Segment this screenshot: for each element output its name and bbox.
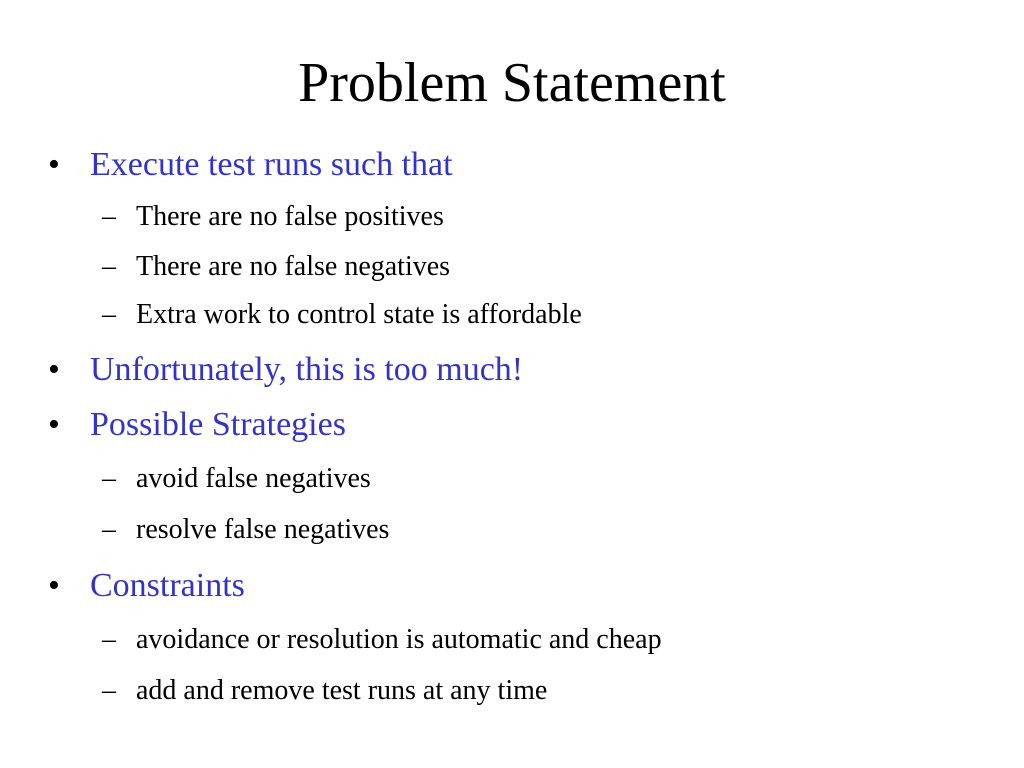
sub-text: There are no false positives [136, 201, 444, 232]
slide-title: Problem Statement [298, 52, 726, 114]
bullet-item [48, 145, 453, 185]
sub-text: avoidance or resolution is automatic and cheap [136, 624, 662, 655]
sub-text: There are no false negatives [136, 251, 451, 282]
bullet-item [48, 566, 245, 606]
bullet-text: Constraints [90, 567, 245, 604]
bullet-item [48, 405, 346, 445]
sub-item [102, 250, 450, 284]
sub-marker: – [102, 624, 116, 655]
sub-text: Extra work to control state is affordable [136, 299, 582, 330]
bullet-marker: • [48, 567, 60, 604]
sub-marker: – [102, 201, 116, 232]
sub-item [102, 200, 444, 234]
sub-item [102, 462, 371, 496]
sub-marker: – [102, 463, 116, 494]
sub-text: add and remove test runs at any time [136, 675, 548, 706]
bullet-item [48, 350, 523, 390]
bullet-text: Unfortunately, this is too much! [90, 351, 524, 388]
bullet-marker: • [48, 406, 60, 443]
sub-marker: – [102, 251, 116, 282]
sub-text: resolve false negatives [136, 514, 390, 545]
sub-marker: – [102, 675, 116, 706]
sub-marker: – [102, 299, 116, 330]
bullet-marker: • [48, 351, 60, 388]
sub-item [102, 298, 582, 332]
sub-item [102, 623, 662, 657]
sub-text: avoid false negatives [136, 463, 371, 494]
sub-item [102, 674, 547, 708]
bullet-text: Possible Strategies [90, 406, 346, 443]
bullet-marker: • [48, 146, 60, 183]
sub-item [102, 513, 389, 547]
bullet-text: Execute test runs such that [90, 146, 453, 183]
sub-marker: – [102, 514, 116, 545]
